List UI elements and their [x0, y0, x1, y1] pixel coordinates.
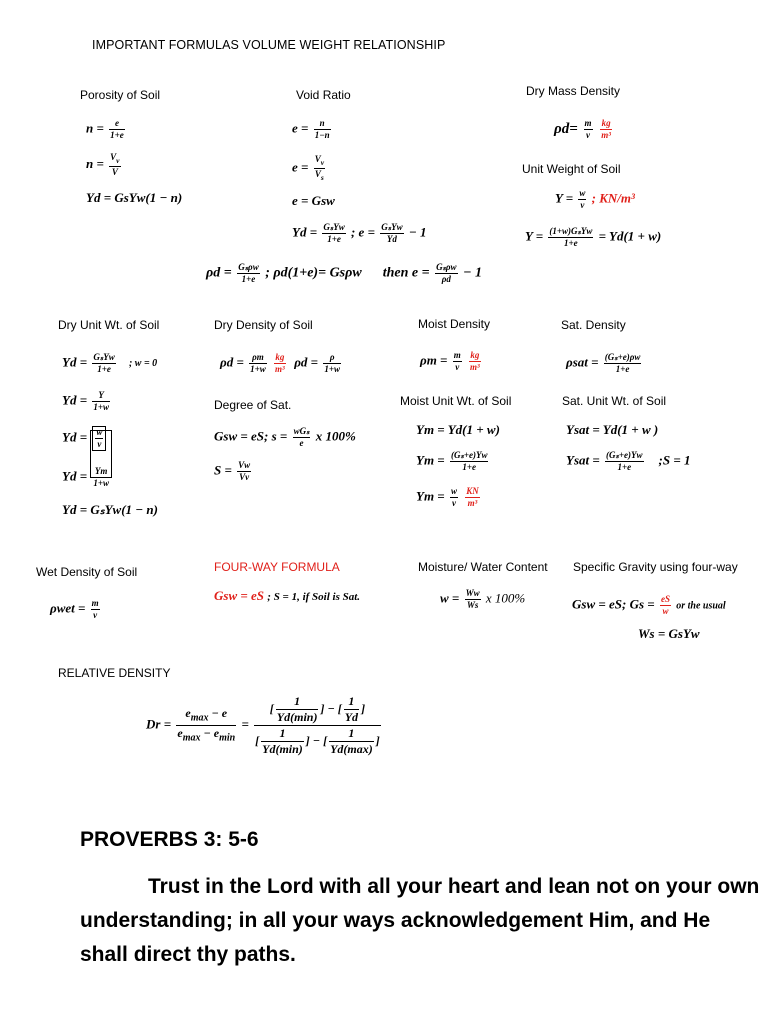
formula-moist-unit-2: Ym = $\frac{\text{(Gₛ+e)Yw}}{1+e}$ — [416, 450, 488, 472]
formula-void-3: e = Gsw — [292, 193, 335, 208]
formula-sat-density: ρsat = $\frac{\text{(Gₛ+e)ρw}}{1+e}$ — [566, 352, 641, 374]
heading-moist-unit-wt: Moist Unit Wt. of Soil — [400, 394, 512, 408]
formula-degree-sat-2: S = $\frac{Vw}{Vv}$ — [214, 460, 251, 482]
heading-relative-density: RELATIVE DENSITY — [58, 666, 171, 680]
heading-specific-gravity: Specific Gravity using four-way — [573, 560, 738, 574]
formula-dry-unit-1: Yd = $\frac{\text{GₛYw}}{1+e}$ ; w = 0 — [62, 352, 158, 374]
heading-four-way: FOUR-WAY FORMULA — [214, 560, 340, 574]
formula-specific-gravity: Gsw = eS; Gs = $\frac{eS}{w}$ or the usual — [572, 594, 726, 616]
formula-unit-weight-1: Y = $\frac{w}{v}$ ; KN/m³ — [555, 188, 635, 210]
heading-wet-density: Wet Density of Soil — [36, 565, 138, 579]
formula-wet-density: ρwet = $\frac{m}{v}$ — [50, 598, 99, 620]
formula-dry-unit-4: Yd = $\frac{Ym}{1+w}$ — [62, 466, 109, 488]
heading-sat-density: Sat. Density — [561, 318, 626, 332]
heading-moisture: Moisture/ Water Content — [418, 560, 548, 574]
formula-moist-unit-3: Ym = $\frac{w}{v}$ $\frac{KN}{\text{m³}}$ — [416, 486, 479, 508]
formula-moist-density: ρm = $\frac{m}{v}$ $\frac{kg}{\text{m³}}$ — [420, 350, 480, 372]
heading-unit-weight: Unit Weight of Soil — [522, 162, 621, 176]
formula-moisture: w = $\frac{Ww}{Ws}$ x 100% — [440, 588, 526, 610]
formula-void-4: Yd = $\frac{\text{GₛYw}}{1+e}$ ; e = $\frac{\text{GₛYw}}{Yd}$ − 1 — [292, 222, 427, 244]
heading-dry-density: Dry Density of Soil — [214, 318, 313, 332]
formula-four-way: Gsw = eS ; S = 1, if Soil is Sat. — [214, 588, 361, 603]
formula-porosity-1: n = $\frac{e}{1+e}$ — [86, 118, 124, 140]
formula-dry-mass: ρd= $\frac{m}{v}$ $\frac{kg}{\text{m³}}$ — [554, 118, 611, 140]
formula-ws: Ws = GsYw — [638, 626, 700, 641]
formula-degree-sat-1: Gsw = eS; s = $\frac{\text{wGₛ}}{e}$ x 100% — [214, 426, 356, 448]
boxed-bracket — [90, 430, 112, 478]
formula-dry-unit-3: Yd = $\frac{w}{v}$ — [62, 426, 108, 451]
heading-moist-density: Moist Density — [418, 317, 491, 331]
heading-dry-mass-density: Dry Mass Density — [526, 84, 621, 98]
formula-dry-density: ρd = $\frac{\rho m}{1+w}$ $\frac{kg}{\text{m³}}$ ρd = $\frac{\rho}{1+w}$ — [220, 352, 340, 374]
heading-void-ratio: Void Ratio — [296, 88, 351, 102]
formula-dry-unit-5: Yd = GₛYw(1 − n) — [62, 502, 158, 517]
formula-porosity-2: n = $\frac{V_v}{V}$ — [86, 152, 120, 177]
formula-relative-density: Dr = $\frac{e_{max} - e}{e_{max} - e_{min}}$ = [ $\frac{1}{Yd(\min)}$ ] − [ $\frac{1}{Yd}$ ] [ $\frac{1}{Yd(\min)}$ ] − [ $\frac{1}{Yd(\max)}$ ] — [146, 694, 380, 756]
formula-moist-unit-1: Ym = Yd(1 + w) — [416, 422, 500, 437]
heading-dry-unit-wt: Dry Unit Wt. of Soil — [58, 318, 160, 332]
formula-porosity-3: Yd = GsYw(1 − n) — [86, 190, 183, 205]
formula-unit-weight-2: Y = $\frac{\text{(1+w)GₛYw}}{1+e}$ = Yd(1 + w) — [525, 226, 662, 248]
heading-degree-sat: Degree of Sat. — [214, 398, 292, 412]
formula-sat-unit-1: Ysat = Yd(1 + w ) — [566, 422, 659, 437]
proverb-reference: PROVERBS 3: 5-6 — [80, 828, 259, 851]
formula-rho-relation: ρd = $\frac{\text{Gₛρw}}{1+e}$ ; ρd(1+e)= Gsρw then e = $\frac{\text{Gₛρw}}{\rho d}$ − 1 — [206, 262, 483, 284]
heading-porosity: Porosity of Soil — [80, 88, 161, 102]
formula-sat-unit-2: Ysat = $\frac{\text{(Gₛ+e)Yw}}{1+e}$ ;S = 1 — [566, 450, 691, 472]
proverb-text: Trust in the Lord with all your heart and lean not on your own understanding; in all your ways acknowledgement Him, and He shall direct thy paths. — [80, 875, 760, 966]
formula-dry-unit-2: Yd = $\frac{Y}{1+w}$ — [62, 390, 109, 412]
page-title: IMPORTANT FORMULAS VOLUME WEIGHT RELATIONSHIP — [92, 38, 446, 52]
formula-void-1: e = $\frac{n}{1-n}$ — [292, 118, 330, 140]
formula-void-2: e = $\frac{V_v}{V_s}$ — [292, 154, 325, 182]
heading-sat-unit-wt: Sat. Unit Wt. of Soil — [562, 394, 667, 408]
